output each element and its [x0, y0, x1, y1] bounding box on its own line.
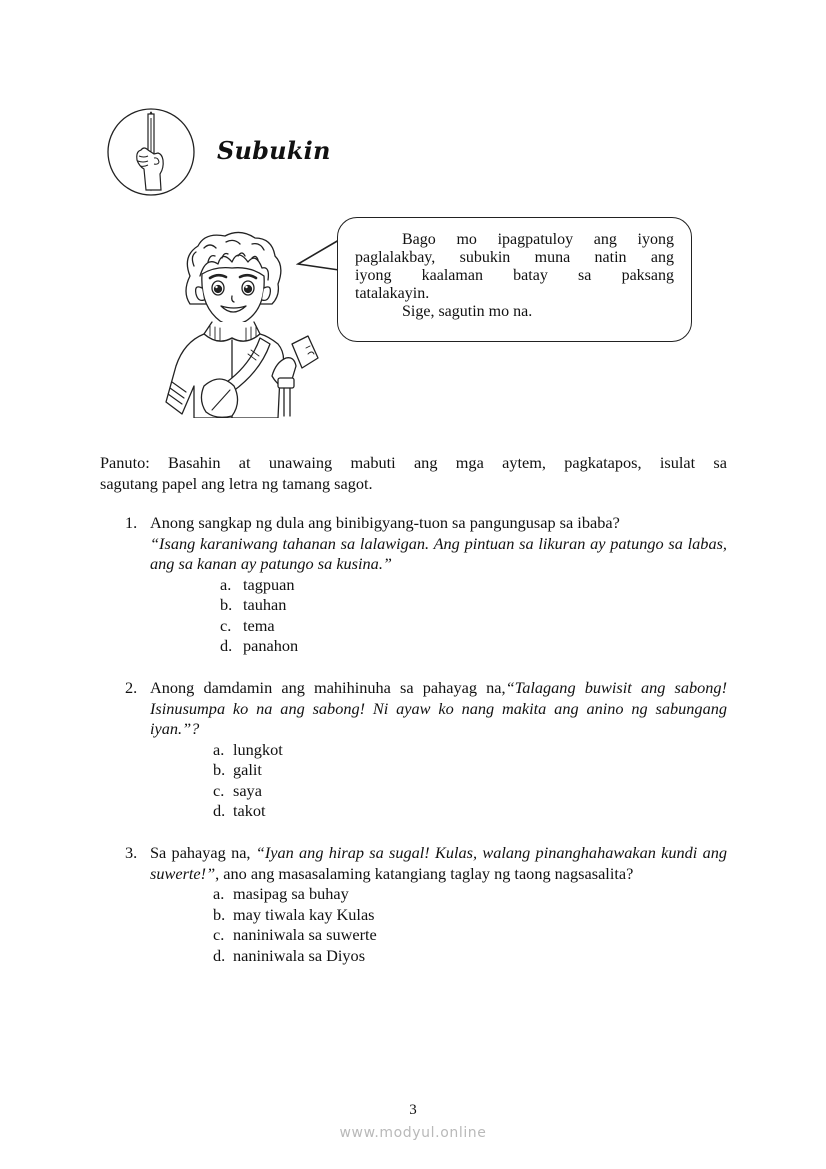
choice-d[interactable]: d. takot: [213, 801, 266, 820]
question-number: 1.: [125, 513, 138, 532]
question-quote: “Isang karaniwang tahanan sa lalawigan. Ang pintuan sa likuran ay patungo sa labas, ang sa kanan ay patungo sa kusina.”: [150, 533, 727, 573]
bubble-line: paglalakbay, subukin muna natin ang: [355, 249, 674, 266]
choice-c[interactable]: c. saya: [213, 780, 262, 800]
question-quote: “Iyan ang hirap sa sugal! Kulas, walang pinanghahawakan kundi ang suwerte!”: [150, 843, 727, 883]
question-number: 3.: [125, 843, 138, 862]
hand-holding-pencil-icon: [106, 108, 196, 196]
question-quote: “Talagang buwisit ang sabong! Isinusumpa ko na ang sabong! Ni ayaw ko nang makita ang anino ng sabungang iyan.”?: [150, 678, 727, 738]
bubble-paragraph-2: Sige, sagutin mo na.: [402, 303, 533, 320]
bubble-line: tatalakayin.: [355, 285, 430, 302]
page-number: 3: [409, 1102, 417, 1118]
question-3: [125, 843, 727, 966]
question-prompt: Anong sangkap ng dula ang binibigyang-tuon sa pangungusap sa ibaba?: [150, 513, 620, 532]
bubble-line: iyong kaalaman batay sa paksang: [355, 267, 674, 284]
bubble-line: Bago mo ipagpatuloy ang iyong: [402, 231, 674, 248]
question-1: [125, 513, 727, 657]
watermark: www.modyul.online: [339, 1125, 487, 1141]
question-prompt-after: , ano ang masasalaming katangiang taglay ng taong nagsasalita?: [215, 863, 634, 883]
instructions-line: sagutang papel ang letra ng tamang sagot.: [100, 474, 373, 493]
question-prompt: Anong damdamin ang mahihinuha sa pahayag na,: [150, 678, 506, 697]
choice-c[interactable]: c. tema: [220, 615, 275, 635]
bubble-paragraph-1: [355, 231, 674, 249]
question-2: [125, 678, 727, 822]
question-number: 2.: [125, 678, 138, 697]
choice-a[interactable]: a. lungkot: [213, 739, 283, 759]
choice-c[interactable]: c. naniniwala sa suwerte: [213, 925, 377, 944]
choice-b[interactable]: b. may tiwala kay Kulas: [213, 904, 375, 924]
instructions-line: Panuto: Basahin at unawaing mabuti ang mga aytem, pagkatapos, isulat sa: [100, 453, 727, 472]
choices-list: [213, 740, 727, 822]
instructions: [100, 452, 727, 494]
question-prompt-before: Sa pahayag na,: [150, 843, 256, 862]
choice-b[interactable]: b. tauhan: [220, 595, 287, 614]
choices-list: [220, 575, 727, 657]
speech-bubble: [337, 217, 692, 342]
section-title: Subukin: [217, 136, 331, 165]
choice-d[interactable]: d. panahon: [220, 636, 299, 655]
choices-list: [213, 884, 727, 966]
choice-a[interactable]: a. tagpuan: [220, 574, 295, 594]
choice-b[interactable]: b. galit: [213, 760, 262, 779]
speech-bubble-tail: [296, 236, 341, 278]
choice-d[interactable]: d. naniniwala sa Diyos: [213, 945, 366, 965]
choice-a[interactable]: a. masipag sa buhay: [213, 884, 349, 903]
